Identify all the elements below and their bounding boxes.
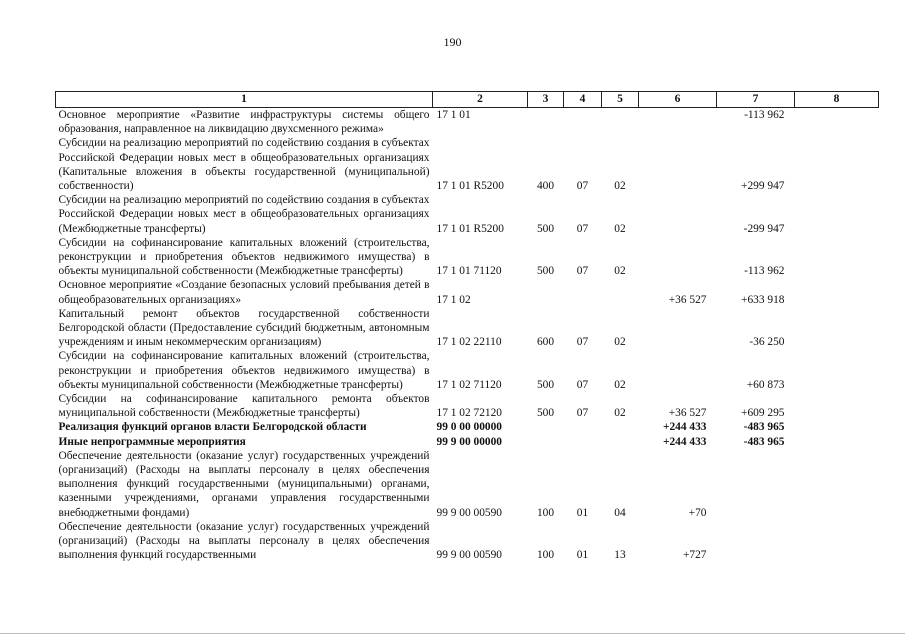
row-col5-cell: 04: [614, 506, 626, 519]
row-col5-cell: 02: [614, 378, 626, 391]
table-body: [56, 108, 879, 563]
row-col8-cell: [795, 449, 879, 520]
row-col8-cell: [795, 136, 879, 193]
row-col6-cell: [639, 236, 717, 279]
row-col6-cell: +36 527: [668, 407, 707, 420]
row-col4-cell: [564, 420, 602, 434]
row-name-cell: Обеспечение деятельности (оказание услуг) государственных учреждений (организаций) (Расходы на выплаты персоналу в целях обеспечения выполнения функций государственными (муниципальными) органами, казенными учреждениями, органами управления государственными внебюджетными фондами): [58, 449, 430, 519]
row-code-cell: 17 1 02 72120: [436, 407, 502, 420]
row-col3-cell: 500: [536, 407, 555, 420]
row-col5-cell: 02: [614, 407, 626, 420]
budget-table: [55, 91, 879, 563]
row-col4-cell: 07: [576, 180, 589, 193]
row-col4-cell: 07: [576, 222, 589, 235]
row-col5-cell: 02: [614, 265, 626, 278]
row-col4-cell: 07: [576, 407, 589, 420]
row-col8-cell: [795, 278, 879, 306]
row-col5-cell: 02: [614, 336, 626, 349]
table-row: [56, 278, 879, 306]
table-row: [56, 193, 879, 236]
table-row: [56, 108, 879, 137]
table-row: [56, 392, 879, 420]
row-col7-cell: -36 250: [749, 336, 785, 349]
row-code-cell: 99 0 00 00000: [436, 421, 502, 434]
row-col8-cell: [795, 392, 879, 420]
row-col3-cell: 500: [536, 265, 555, 278]
bottom-rule: [0, 633, 905, 634]
row-code-cell: 17 1 01 R5200: [436, 180, 504, 193]
row-col4-cell: [564, 108, 602, 137]
row-col6-cell: [639, 349, 717, 392]
row-col6-cell: [639, 136, 717, 193]
row-col7-cell: +633 918: [741, 293, 785, 306]
row-col3-cell: [528, 435, 564, 449]
column-header: 4: [564, 92, 602, 108]
row-name-cell: Субсидии на софинансирование капитальных вложений (строительства, реконструкции и приобретения объектов недвижимого имущества) в объекты муниципальной собственности (Межбюджетные трансферты): [58, 350, 430, 391]
row-name-cell: Субсидии на реализацию мероприятий по содействию создания в субъектах Российской Федерации новых мест в общеобразовательных организациях (Межбюджетные трансферты): [58, 194, 430, 235]
row-col5-cell: [602, 420, 639, 434]
row-code-cell: 17 1 02 22110: [436, 336, 502, 349]
row-col7-cell: -113 962: [744, 109, 785, 121]
row-col6-cell: +244 433: [662, 421, 707, 434]
row-code-cell: 99 9 00 00590: [436, 549, 502, 562]
row-name-cell: Капитальный ремонт объектов государственной собственности Белгородской области (Предоставление субсидий бюджетным, автономным учреждениям и иным некоммерческим организациям): [58, 307, 430, 349]
table-row: [56, 449, 879, 520]
row-col3-cell: 600: [536, 336, 555, 349]
row-col4-cell: 07: [576, 336, 589, 349]
row-name-cell: Основное мероприятие «Развитие инфраструктуры системы общего образования, направленное на ликвидацию двухсменного режима»: [58, 109, 430, 136]
row-col6-cell: +36 527: [668, 293, 707, 306]
row-col5-cell: [602, 108, 639, 137]
row-col3-cell: 100: [536, 549, 555, 562]
row-col6-cell: [639, 193, 717, 236]
column-header: 3: [528, 92, 564, 108]
row-col3-cell: 400: [536, 180, 555, 193]
column-header: 7: [717, 92, 795, 108]
row-code-cell: 17 1 01 R5200: [436, 222, 504, 235]
table-row: [56, 435, 879, 449]
row-col6-cell: +70: [688, 506, 707, 519]
table-row: [56, 349, 879, 392]
row-col7-cell: +60 873: [746, 378, 785, 391]
column-header: 5: [602, 92, 639, 108]
row-col4-cell: 07: [576, 265, 589, 278]
row-name-cell: Субсидии на софинансирование капитальных вложений (строительства, реконструкции и приобретения объектов недвижимого имущества) в объекты муниципальной собственности (Межбюджетные трансферты): [58, 236, 430, 278]
row-name-cell: Субсидии на софинансирование капитального ремонта объектов муниципальной собственности (Межбюджетные трансферты): [58, 393, 430, 420]
row-col7-cell: -483 965: [743, 435, 785, 448]
row-col8-cell: [795, 236, 879, 279]
row-code-cell: 17 1 02: [436, 293, 471, 306]
row-col6-cell: +244 433: [662, 435, 707, 448]
row-col4-cell: [564, 435, 602, 449]
column-header: 8: [795, 92, 879, 108]
table-row: [56, 520, 879, 563]
row-col4-cell: [564, 278, 602, 306]
column-header: 6: [639, 92, 717, 108]
row-name-cell: Иные непрограммные мероприятия: [58, 435, 246, 448]
row-col8-cell: [795, 108, 879, 137]
row-col3-cell: [528, 278, 564, 306]
row-col7-cell: [717, 449, 795, 520]
row-name-cell: Субсидии на реализацию мероприятий по содействию создания в субъектах Российской Федерации новых мест в общеобразовательных организациях (Капитальные вложения в объекты государственной (муниципальной) собственности): [58, 137, 430, 193]
row-name-cell: Основное мероприятие «Создание безопасных условий пребывания детей в общеобразовательных организациях»: [58, 279, 430, 306]
row-col4-cell: 01: [576, 506, 589, 519]
row-col4-cell: 07: [576, 378, 589, 391]
row-col7-cell: +299 947: [741, 180, 785, 193]
row-code-cell: 17 1 02 71120: [436, 378, 502, 391]
row-col5-cell: 02: [614, 222, 626, 235]
row-col7-cell: +609 295: [741, 407, 785, 420]
row-col8-cell: [795, 520, 879, 563]
row-col3-cell: 500: [536, 378, 555, 391]
row-col3-cell: [528, 420, 564, 434]
row-col3-cell: 100: [536, 506, 555, 519]
row-name-cell: Реализация функций органов власти Белгородской области: [58, 421, 367, 434]
row-col5-cell: 13: [614, 549, 626, 562]
row-col7-cell: -299 947: [743, 222, 785, 235]
row-code-cell: 99 9 00 00590: [436, 506, 502, 519]
row-code-cell: 17 1 01 71120: [436, 265, 502, 278]
row-col5-cell: 02: [614, 180, 626, 193]
row-name-cell: Обеспечение деятельности (оказание услуг) государственных учреждений (организаций) (Расходы на выплаты персоналу в целях обеспечения выполнения функций государственными: [58, 520, 430, 562]
row-col4-cell: 01: [576, 549, 589, 562]
row-col8-cell: [795, 420, 879, 434]
row-col5-cell: [602, 278, 639, 306]
row-col8-cell: [795, 307, 879, 350]
page-number: 190: [443, 35, 462, 49]
table-header-row: [56, 92, 879, 108]
column-header: 1: [56, 92, 433, 108]
row-col3-cell: [528, 108, 564, 137]
row-col3-cell: 500: [536, 222, 555, 235]
table-row: [56, 236, 879, 279]
row-col6-cell: [639, 307, 717, 350]
row-col6-cell: +727: [682, 549, 707, 562]
table-row: [56, 307, 879, 350]
table-row: [56, 136, 879, 193]
column-header: 2: [433, 92, 528, 108]
table-row: [56, 420, 879, 434]
row-code-cell: 17 1 01: [436, 109, 471, 121]
row-col8-cell: [795, 349, 879, 392]
row-col6-cell: [639, 108, 717, 137]
row-col5-cell: [602, 435, 639, 449]
row-col7-cell: [717, 520, 795, 563]
row-col8-cell: [795, 435, 879, 449]
row-code-cell: 99 9 00 00000: [436, 435, 502, 448]
row-col8-cell: [795, 193, 879, 236]
row-col7-cell: -483 965: [743, 421, 785, 434]
row-col7-cell: -113 962: [744, 265, 785, 278]
